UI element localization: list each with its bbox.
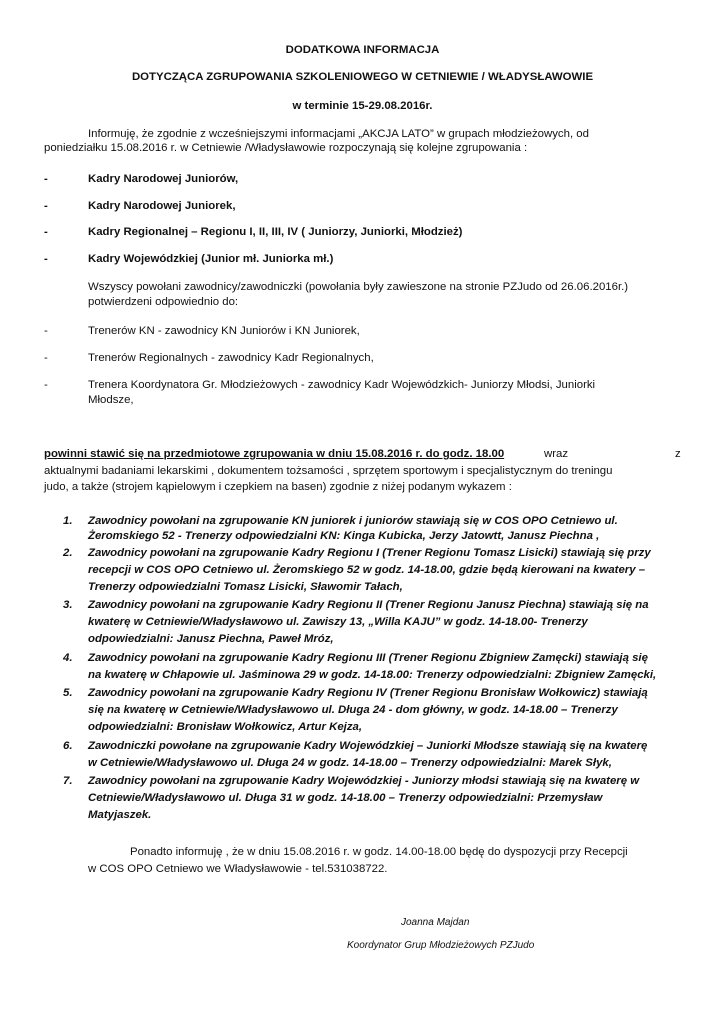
called-line-1: Wszyscy powołani zawodnicy/zawodniczki (powołania były zawieszone na stronie PZJudo od 26.06.2016r.) xyxy=(88,281,629,293)
item-line: na kwaterę w Chłapowie ul. Jaśminowa 29 w godz. 14-18.00: Trenerzy odpowiedzialni: Zbigniew Zamęcki, xyxy=(88,669,657,681)
item-number: 5. xyxy=(63,687,73,699)
item-number: 4. xyxy=(63,652,73,664)
document-date-range: w terminie 15-29.08.2016r. xyxy=(292,100,433,112)
item-line: Trenerzy odpowiedzialni Tomasz Lisicki, Sławomir Tałach, xyxy=(88,581,403,593)
item-line: Cetniewie/Władysławowo ul. Długa 31 w godz. 14-18.00 – Trenerzy odpowiedzialni: Przemysław xyxy=(88,792,603,804)
item-line: Żeromskiego 52 - Trenerzy odpowiedzialni KN: Kinga Kubicka, Jerzy Jatowtt, Janusz Piechna , xyxy=(88,530,600,542)
coach-dash: - xyxy=(44,352,48,364)
item-line: się na kwaterę w Cetniewie/Władysławowo ul. Długa 24 - dom główny, w godz. 14-18.00 – Trenerzy xyxy=(88,704,618,716)
item-number: 1. xyxy=(63,515,73,527)
document-subtitle: DOTYCZĄCA ZGRUPOWANIA SZKOLENIOWEGO W CETNIEWIE / WŁADYSŁAWOWIE xyxy=(131,71,594,83)
report-z: z xyxy=(675,448,681,460)
item-number: 6. xyxy=(63,740,73,752)
group-item: Kadry Narodowej Juniorek, xyxy=(88,200,236,212)
group-item: Kadry Wojewódzkiej (Junior mł. Juniorka mł.) xyxy=(88,253,334,265)
coach-dash: - xyxy=(44,379,48,391)
item-line: Zawodnicy powołani na zgrupowanie Kadry Regionu III (Trener Regionu Zbigniew Zamęcki) stawiają się xyxy=(88,652,648,664)
group-item: Kadry Regionalnej – Regionu I, II, III, IV ( Juniorzy, Juniorki, Młodzież) xyxy=(88,226,463,238)
signature-name: Joanna Majdan xyxy=(401,917,470,928)
item-line: Zawodnicy powołani na zgrupowanie KN juniorek i juniorów stawiają się w COS OPO Cetniewo ul. xyxy=(88,515,618,527)
called-line-2: potwierdzeni odpowiednio do: xyxy=(88,296,239,308)
coach-item-continued: Młodsze, xyxy=(88,394,134,406)
group-dash: - xyxy=(44,226,48,238)
item-line: Zawodnicy powołani na zgrupowanie Kadry Regionu I (Trener Regionu Tomasz Lisicki) stawiają się przy xyxy=(88,547,651,559)
closing-line-2: w COS OPO Cetniewo we Władysławowie - tel.531038722. xyxy=(88,863,388,875)
signature-role: Koordynator Grup Młodzieżowych PZJudo xyxy=(347,940,535,951)
item-line: w Cetniewie/Władysławowo ul. Długa 24 w godz. 14-18.00 – Trenerzy odpowiedzialni: Marek Słyk, xyxy=(88,757,612,769)
coach-item: Trenera Koordynatora Gr. Młodzieżowych - zawodnicy Kadr Wojewódzkich- Juniorzy Młodsi, Juniorki xyxy=(88,379,596,391)
item-number: 2. xyxy=(63,547,73,559)
item-number: 3. xyxy=(63,599,73,611)
coach-item: Trenerów KN - zawodnicy KN Juniorów i KN Juniorek, xyxy=(88,325,360,337)
item-line: Matyjaszek. xyxy=(88,809,152,821)
group-dash: - xyxy=(44,173,48,185)
coach-item: Trenerów Regionalnych - zawodnicy Kadr Regionalnych, xyxy=(88,352,374,364)
group-dash: - xyxy=(44,200,48,212)
document-title: DODATKOWA INFORMACJA xyxy=(285,44,440,56)
report-underlined: powinni stawić się na przedmiotowe zgrupowania w dniu 15.08.2016 r. do godz. 18.00 xyxy=(44,448,505,460)
intro-line-1: Informuję, że zgodnie z wcześniejszymi informacjami „AKCJA LATO” w grupach młodzieżowych, od xyxy=(88,128,589,140)
report-wraz: wraz xyxy=(544,448,569,460)
item-number: 7. xyxy=(63,775,73,787)
item-line: odpowiedzialni: Bronisław Wołkowicz, Artur Kejza, xyxy=(88,721,363,733)
item-line: Zawodnicy powołani na zgrupowanie Kadry Regionu IV (Trener Regionu Bronisław Wołkowicz) stawiają xyxy=(88,687,648,699)
item-line: recepcji w COS OPO Cetniewo ul. Żeromskiego 52 w godz. 14-18.00, gdzie będą kierowani na kwatery – xyxy=(88,564,646,576)
group-dash: - xyxy=(44,253,48,265)
item-line: kwaterę w Cetniewie/Władysławowo ul. Zawiszy 13, „Willa KAJU” w godz. 14-18.00- Trenerzy xyxy=(88,616,588,628)
report-line-3: judo, a także (strojem kąpielowym i czepkiem na basen) zgodnie z niżej podanym wykazem : xyxy=(44,481,512,493)
coach-dash: - xyxy=(44,325,48,337)
item-line: odpowiedzialni: Janusz Piechna, Paweł Mróz, xyxy=(88,633,334,645)
item-line: Zawodnicy powołani na zgrupowanie Kadry Regionu II (Trener Regionu Janusz Piechna) stawiają się na xyxy=(88,599,649,611)
intro-line-2: poniedziałku 15.08.2016 r. w Cetniewie /Władysławowie rozpoczynają się kolejne zgrupowania : xyxy=(44,142,528,154)
report-line-2: aktualnymi badaniami lekarskimi , dokumentem tożsamości , sprzętem sportowym i specjalistycznym do treningu xyxy=(44,465,613,477)
item-line: Zawodniczki powołane na zgrupowanie Kadry Wojewódzkiej – Juniorki Młodsze stawiają się na kwaterę xyxy=(88,740,648,752)
item-line: Zawodnicy powołani na zgrupowanie Kadry Wojewódzkiej - Juniorzy młodsi stawiają się na kwaterę w xyxy=(88,775,640,787)
closing-line-1: Ponadto informuję , że w dniu 15.08.2016 r. w godz. 14.00-18.00 będę do dyspozycji przy Recepcji xyxy=(130,846,628,858)
group-item: Kadry Narodowej Juniorów, xyxy=(88,173,239,185)
